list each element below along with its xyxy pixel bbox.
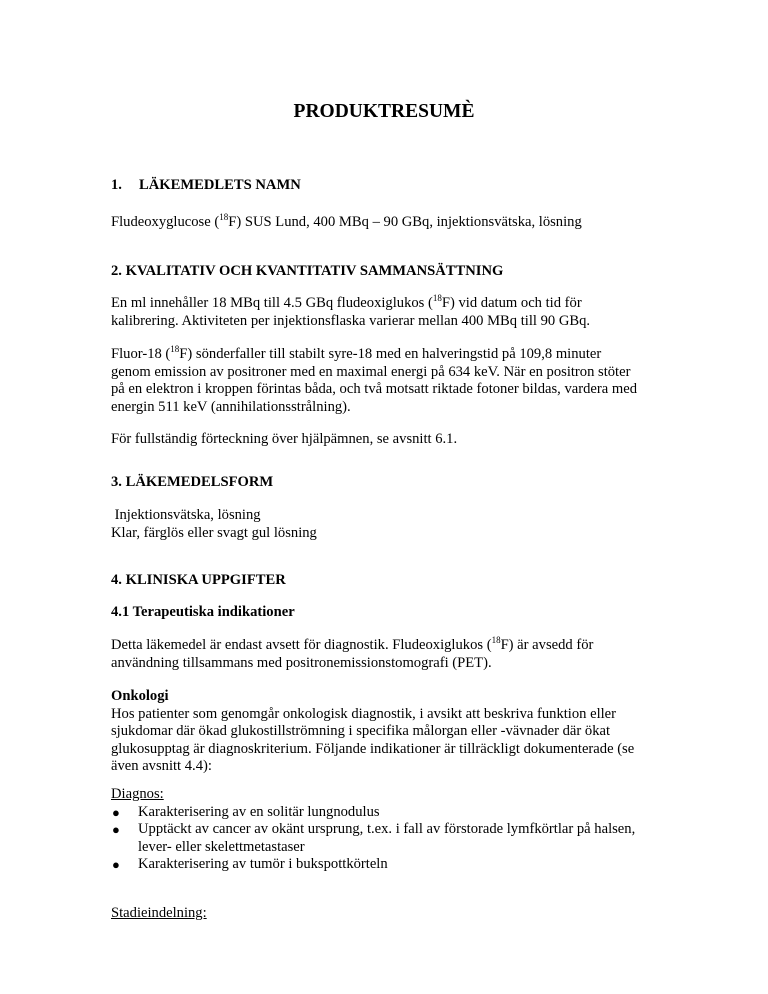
bullet-icon: ● (112, 857, 120, 872)
product-name: Fludeoxyglucose ($^{18}$F) SUS Lund, 400 MBq – 90 GBq, injektionsvätska, lösning (111, 212, 582, 230)
list-item: ● Karakterisering av tumör i bukspottkörteln (112, 856, 388, 872)
fluor-decay-paragraph: Fluor-18 ($^{18}$F) sönderfaller till stabilt syre-18 med en halveringstid på 109,8 minuter genom emission av positroner med en maximal energi på 634 keV. När en positron stöter på en elektron i kroppen förintas båda, och två motsatt riktade fotoner bildas, vardera med energin 511 keV (annihilationsstrålning). (111, 344, 638, 415)
pharmaceutical-form: Injektionsvätska, lösning Klar, färglös eller svagt gul lösning (111, 507, 317, 541)
list-item: ● Karakterisering av en solitär lungnodulus (112, 803, 380, 820)
section-4-heading: 4. KLINISKA UPPGIFTER (111, 572, 286, 588)
section-1-number: 1. (111, 177, 122, 193)
section-3-heading: 3. LÄKEMEDELSFORM (111, 474, 274, 490)
subsection-4-1-heading: 4.1 Terapeutiska indikationer (111, 604, 295, 620)
excipients-reference: För fullständig förteckning över hjälpämnen, se avsnitt 6.1. (111, 431, 458, 447)
list-item: ● Upptäckt av cancer av okänt ursprung, t.ex. i fall av förstorade lymfkörtlar på halsen, lever- eller skelettmetastaser (112, 821, 636, 855)
diagnosis-heading: Diagnos: (111, 786, 164, 802)
diagnosis-block (111, 786, 671, 874)
composition-paragraph: En ml innehåller 18 MBq till 4.5 GBq fludeoxiglukos ($^{18}$F) vid datum och tid för kalibrering. Aktiviteten per injektionsflaska varierar mellan 400 MBq till 90 GBq. (111, 293, 591, 329)
bullet-icon: ● (112, 804, 120, 820)
diagnosis-list (111, 804, 671, 874)
indication-paragraph: Detta läkemedel är endast avsett för diagnostik. Fludeoxiglukos ($^{18}$F) är avsedd för användning tillsammans med positronemissionstomografi (PET). (111, 635, 594, 671)
oncology-heading: Onkologi (111, 688, 169, 704)
section-1-heading (111, 177, 671, 195)
document-title: PRODUKTRESUMÈ (293, 101, 475, 122)
section-2-heading: 2. KVALITATIV OCH KVANTITATIV SAMMANSÄTTNING (111, 263, 504, 279)
oncology-paragraph: Onkologi Hos patienter som genomgår onkologisk diagnostik, i avsikt att beskriva funktion eller sjukdomar där ökad glukostillströmning i specifika målorgan eller -vävnader där ökat glukosupptag är diagnoskriterium. Följande indikationer är tillräckligt dokumenterade (se även avsnitt 4.4): (111, 688, 635, 774)
bullet-icon: ● (112, 822, 120, 837)
staging-heading: Stadieindelning: (111, 905, 207, 921)
section-1-title: LÄKEMEDLETS NAMN (139, 177, 301, 193)
